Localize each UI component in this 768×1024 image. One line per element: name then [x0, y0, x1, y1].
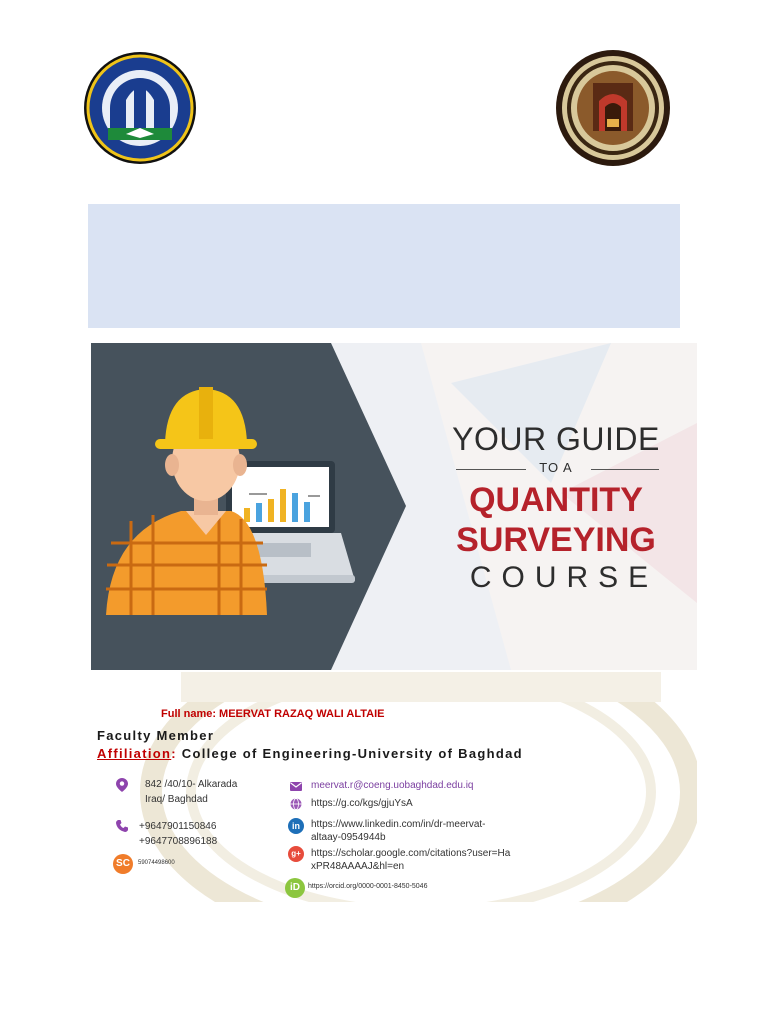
- globe-icon: [290, 798, 302, 810]
- banner-line-your-guide: YOUR GUIDE: [452, 421, 660, 457]
- address-line-1: 842 /40/10- Alkarada: [145, 779, 238, 790]
- linkedin-icon: in: [288, 818, 304, 834]
- google-plus-icon: g+: [288, 846, 304, 862]
- email-address[interactable]: meervat.r@coeng.uobaghdad.edu.iq: [311, 780, 474, 791]
- affiliation-value: College of Engineering-University of Baghdad: [176, 746, 523, 761]
- phone-2: +9647708896188: [139, 836, 218, 847]
- scopus-id: 59074498600: [138, 860, 175, 866]
- address-line-2: Iraq/ Baghdad: [145, 794, 208, 805]
- affiliation-colon: :: [171, 746, 177, 761]
- banner-line-course: COURSE: [469, 561, 659, 594]
- university-logo-right: [555, 49, 671, 167]
- banner-line-quantity: QUANTITY: [469, 481, 643, 519]
- orcid-icon: iD: [285, 878, 305, 898]
- scholar-line-2[interactable]: xPR48AAAAJ&hl=en: [311, 861, 405, 872]
- banner-line-surveying: SURVEYING: [456, 521, 656, 559]
- email-icon: [290, 782, 302, 791]
- location-pin-icon: [116, 778, 128, 792]
- affiliation: [97, 746, 523, 761]
- phone-icon: [116, 820, 128, 832]
- phone-1: +9647901150846: [139, 821, 217, 832]
- university-logo-left: [82, 50, 198, 166]
- website-link[interactable]: https://g.co/kgs/gjuYsA: [311, 798, 413, 809]
- scopus-icon: SC: [113, 854, 133, 874]
- title-box: [88, 204, 680, 328]
- linkedin-line-2[interactable]: altaay-0954944b: [311, 832, 386, 843]
- scholar-line-1[interactable]: https://scholar.google.com/citations?user=Ha: [311, 848, 511, 859]
- position-title: Faculty Member: [97, 728, 215, 743]
- contact-card: [92, 704, 523, 904]
- orcid-link[interactable]: https://orcid.org/0000-0001-8450-5046: [308, 883, 428, 890]
- full-name: Full name: MEERVAT RAZAQ WALI ALTAIE: [161, 708, 385, 720]
- course-banner: [91, 343, 697, 670]
- linkedin-line-1[interactable]: https://www.linkedin.com/in/dr-meervat-: [311, 819, 486, 830]
- banner-line-to-a: TO A: [539, 460, 573, 475]
- affiliation-label: Affiliation: [97, 746, 172, 761]
